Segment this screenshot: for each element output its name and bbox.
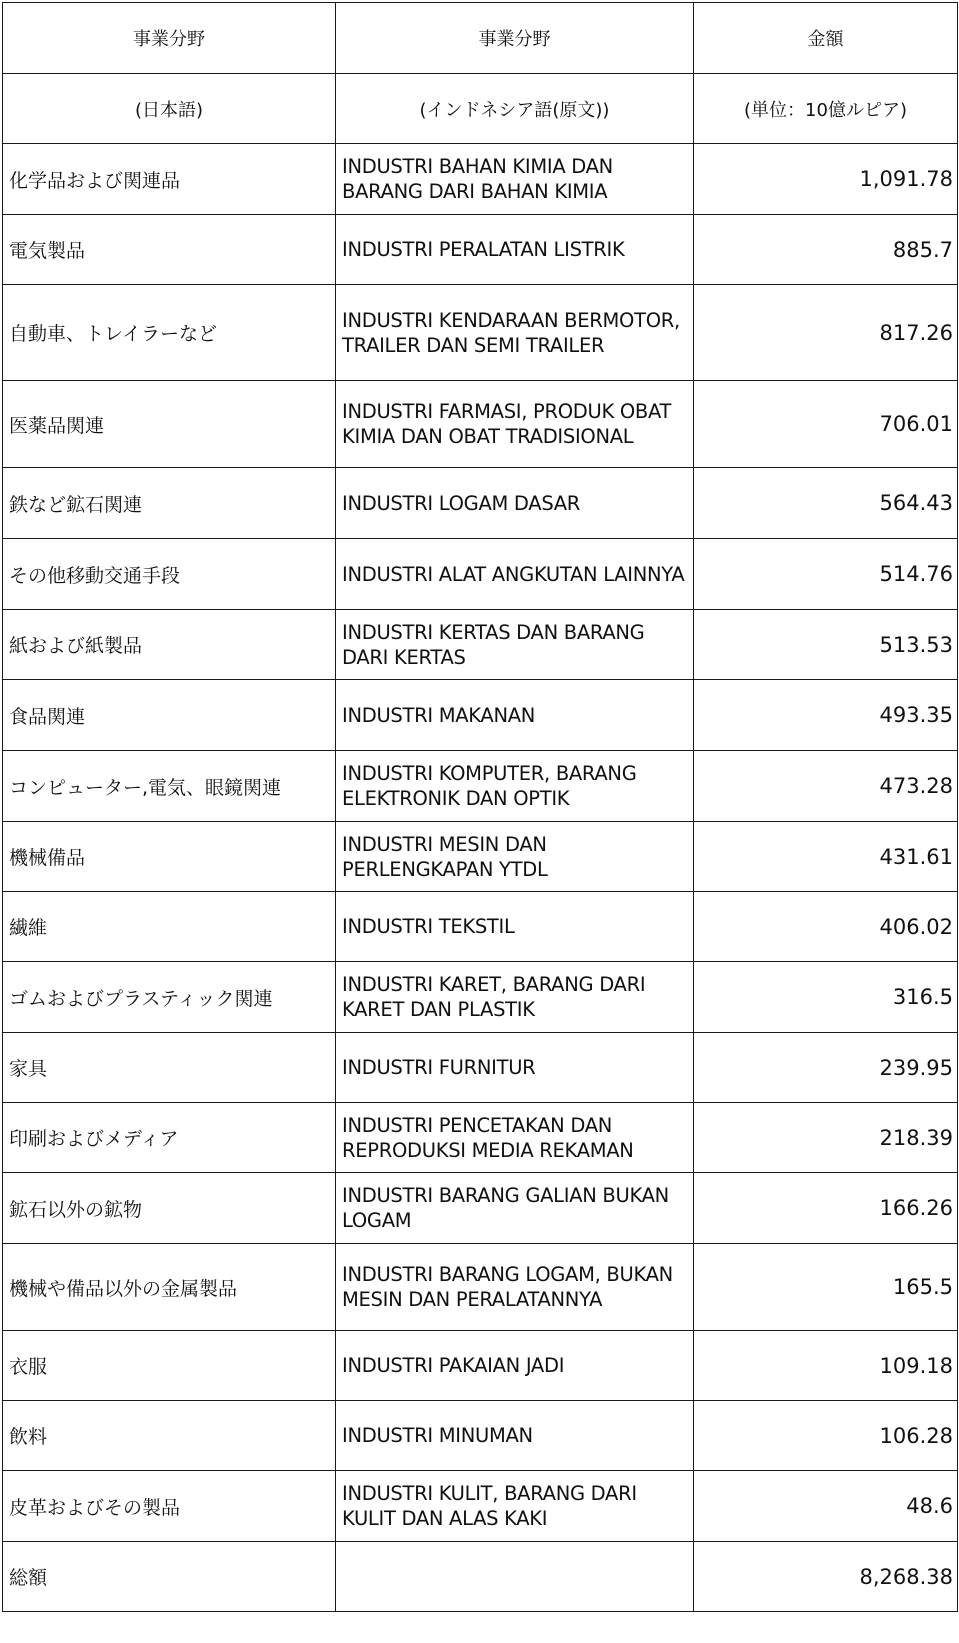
header-row-2 xyxy=(3,74,958,144)
amount-cell: 706.01 xyxy=(694,381,958,468)
sector-id-cell: INDUSTRI MINUMAN xyxy=(336,1401,694,1471)
sector-ja-cell: 化学品および関連品 xyxy=(3,144,336,215)
table-row xyxy=(3,1033,958,1103)
amount-cell: 239.95 xyxy=(694,1033,958,1103)
table-row xyxy=(3,381,958,468)
amount-cell: 406.02 xyxy=(694,892,958,962)
header-sector-id: 事業分野 xyxy=(336,3,694,74)
sector-ja-cell: 衣服 xyxy=(3,1331,336,1401)
sector-ja-cell: 機械備品 xyxy=(3,822,336,892)
sector-id-cell: INDUSTRI KENDARAAN BERMOTOR, TRAILER DAN SEMI TRAILER xyxy=(336,285,694,381)
sector-id-cell: INDUSTRI BARANG GALIAN BUKAN LOGAM xyxy=(336,1173,694,1244)
amount-cell: 885.7 xyxy=(694,215,958,285)
table-row xyxy=(3,215,958,285)
sector-ja-cell: 繊維 xyxy=(3,892,336,962)
sector-id-cell: INDUSTRI BAHAN KIMIA DAN BARANG DARI BAHAN KIMIA xyxy=(336,144,694,215)
sector-id-cell: INDUSTRI KULIT, BARANG DARI KULIT DAN ALAS KAKI xyxy=(336,1471,694,1542)
table-row xyxy=(3,610,958,680)
sector-ja-cell: 鉱石以外の鉱物 xyxy=(3,1173,336,1244)
amount-cell: 165.5 xyxy=(694,1244,958,1331)
amount-cell: 109.18 xyxy=(694,1331,958,1401)
amount-cell: 513.53 xyxy=(694,610,958,680)
sector-id-cell: INDUSTRI FARMASI, PRODUK OBAT KIMIA DAN OBAT TRADISIONAL xyxy=(336,381,694,468)
table-row xyxy=(3,892,958,962)
sector-id-cell: INDUSTRI PAKAIAN JADI xyxy=(336,1331,694,1401)
total-amount-cell: 8,268.38 xyxy=(694,1542,958,1612)
sector-ja-cell: 医薬品関連 xyxy=(3,381,336,468)
sector-ja-cell: 自動車、トレイラーなど xyxy=(3,285,336,381)
sector-ja-cell: ゴムおよびプラスティック関連 xyxy=(3,962,336,1033)
amount-cell: 431.61 xyxy=(694,822,958,892)
investment-by-sector-table xyxy=(2,2,958,1612)
table-row xyxy=(3,680,958,751)
total-row xyxy=(3,1542,958,1612)
sector-id-cell: INDUSTRI LOGAM DASAR xyxy=(336,468,694,539)
amount-cell: 564.43 xyxy=(694,468,958,539)
table-row xyxy=(3,1471,958,1542)
sector-id-cell: INDUSTRI TEKSTIL xyxy=(336,892,694,962)
sector-ja-cell: 機械や備品以外の金属製品 xyxy=(3,1244,336,1331)
header-language-id: (インドネシア語(原文)) xyxy=(336,74,694,144)
amount-cell: 514.76 xyxy=(694,539,958,610)
table-row xyxy=(3,1244,958,1331)
table-row xyxy=(3,468,958,539)
amount-cell: 316.5 xyxy=(694,962,958,1033)
table-row xyxy=(3,285,958,381)
sector-ja-cell: コンピューター,電気、眼鏡関連 xyxy=(3,751,336,822)
amount-cell: 1,091.78 xyxy=(694,144,958,215)
table-row xyxy=(3,539,958,610)
amount-cell: 218.39 xyxy=(694,1103,958,1173)
sector-id-cell: INDUSTRI MESIN DAN PERLENGKAPAN YTDL xyxy=(336,822,694,892)
sector-ja-cell: 皮革およびその製品 xyxy=(3,1471,336,1542)
sector-ja-cell: 印刷およびメディア xyxy=(3,1103,336,1173)
sector-id-cell: INDUSTRI MAKANAN xyxy=(336,680,694,751)
header-language-ja: (日本語) xyxy=(3,74,336,144)
header-row-1 xyxy=(3,3,958,74)
total-label-cell: 総額 xyxy=(3,1542,336,1612)
table-row xyxy=(3,144,958,215)
sector-ja-cell: 鉄など鉱石関連 xyxy=(3,468,336,539)
table-row xyxy=(3,1401,958,1471)
table-row xyxy=(3,1103,958,1173)
sector-id-cell: INDUSTRI PERALATAN LISTRIK xyxy=(336,215,694,285)
amount-cell: 48.6 xyxy=(694,1471,958,1542)
sector-ja-cell: 電気製品 xyxy=(3,215,336,285)
header-unit: (単位：10億ルピア) xyxy=(694,74,958,144)
table-row xyxy=(3,962,958,1033)
sector-id-cell: INDUSTRI BARANG LOGAM, BUKAN MESIN DAN PERALATANNYA xyxy=(336,1244,694,1331)
table-row xyxy=(3,1173,958,1244)
amount-cell: 817.26 xyxy=(694,285,958,381)
amount-cell: 166.26 xyxy=(694,1173,958,1244)
amount-cell: 473.28 xyxy=(694,751,958,822)
table-row xyxy=(3,751,958,822)
sector-ja-cell: 紙および紙製品 xyxy=(3,610,336,680)
sector-ja-cell: その他移動交通手段 xyxy=(3,539,336,610)
sector-ja-cell: 食品関連 xyxy=(3,680,336,751)
investment-table-container xyxy=(2,2,957,1612)
sector-id-cell: INDUSTRI KOMPUTER, BARANG ELEKTRONIK DAN OPTIK xyxy=(336,751,694,822)
sector-id-cell: INDUSTRI KARET, BARANG DARI KARET DAN PLASTIK xyxy=(336,962,694,1033)
header-sector-ja: 事業分野 xyxy=(3,3,336,74)
sector-id-cell: INDUSTRI PENCETAKAN DAN REPRODUKSI MEDIA REKAMAN xyxy=(336,1103,694,1173)
sector-ja-cell: 家具 xyxy=(3,1033,336,1103)
header-amount: 金額 xyxy=(694,3,958,74)
sector-ja-cell: 飲料 xyxy=(3,1401,336,1471)
total-empty-cell xyxy=(336,1542,694,1612)
table-row xyxy=(3,822,958,892)
sector-id-cell: INDUSTRI ALAT ANGKUTAN LAINNYA xyxy=(336,539,694,610)
table-row xyxy=(3,1331,958,1401)
sector-id-cell: INDUSTRI FURNITUR xyxy=(336,1033,694,1103)
amount-cell: 106.28 xyxy=(694,1401,958,1471)
sector-id-cell: INDUSTRI KERTAS DAN BARANG DARI KERTAS xyxy=(336,610,694,680)
amount-cell: 493.35 xyxy=(694,680,958,751)
